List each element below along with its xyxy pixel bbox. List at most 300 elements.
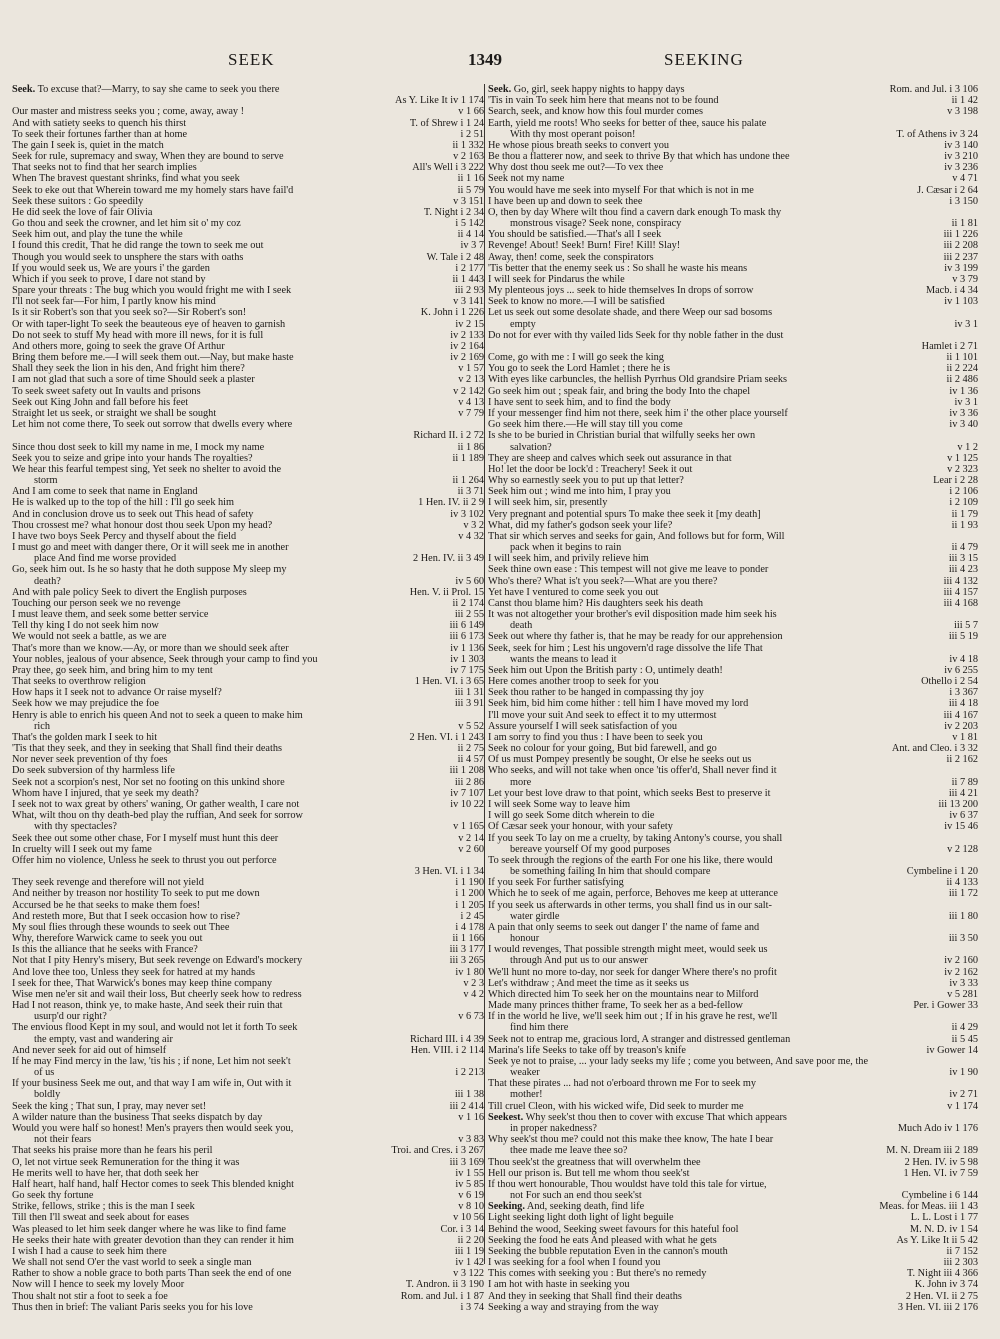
citation-reference: v 2 14 xyxy=(458,832,484,844)
quotation-text xyxy=(12,173,240,184)
citation-reference: iii 4 167 xyxy=(943,709,978,721)
quotation-text xyxy=(488,520,672,531)
quotation-body: through And put us to our answer xyxy=(510,955,648,967)
quotation-body: Seek not to entrap me, gracious lord, A stranger and distressed gentleman xyxy=(488,1033,791,1045)
right-column xyxy=(488,84,978,1313)
citation-reference: iii 2 303 xyxy=(943,1257,978,1269)
quotation-line xyxy=(488,1123,978,1134)
citation-reference: Cor. i 3 14 xyxy=(440,1223,484,1235)
citation-reference: iv 2 203 xyxy=(944,720,978,732)
quotation-body: We'll hunt no more to-day, nor seek for danger Where there's no profit xyxy=(488,966,777,978)
quotation-body: They are sheep and calves which seek out assurance in that xyxy=(488,452,732,464)
quotation-line xyxy=(488,542,978,553)
quotation-line xyxy=(488,307,978,318)
quotation-text xyxy=(12,777,285,788)
quotation-line xyxy=(12,218,484,229)
quotation-line xyxy=(488,263,978,274)
quotation-line xyxy=(488,922,978,933)
quotation-line xyxy=(488,1101,978,1112)
quotation-line xyxy=(12,1302,484,1313)
quotation-text xyxy=(488,698,748,709)
quotation-text xyxy=(12,442,264,453)
quotation-body: Seeking the bubble reputation Even in the cannon's mouth xyxy=(488,1245,728,1257)
quotation-text xyxy=(12,911,240,922)
quotation-body: Do not for ever with thy vailed lids Seek for thy noble father in the dust xyxy=(488,329,784,341)
quotation-text xyxy=(488,665,723,676)
quotation-text xyxy=(488,1257,660,1268)
citation-reference: v 2 163 xyxy=(453,151,484,163)
quotation-text xyxy=(488,252,654,263)
citation-reference: v 3 122 xyxy=(453,1268,484,1280)
quotation-body: To seek sweet safety out In vaults and prisons xyxy=(12,385,201,397)
citation-reference: v 1 16 xyxy=(458,1111,484,1123)
quotation-body: place And find me worse provided xyxy=(34,553,177,565)
quotation-text xyxy=(12,106,244,117)
quotation-body: with thy spectacles? xyxy=(34,821,117,833)
quotation-body: And others more, going to seek the grave Of Arthur xyxy=(12,340,225,352)
quotation-line xyxy=(12,486,484,497)
quotation-line xyxy=(12,1056,484,1067)
quotation-body: Would you were half so honest! Men's prayers then would seek you, xyxy=(12,1122,294,1134)
quotation-body: I found this credit, That he did range the town to seek me out xyxy=(12,240,264,252)
citation-reference: i 3 150 xyxy=(949,195,978,207)
citation-reference: ii 1 16 xyxy=(457,173,484,185)
citation-reference: Hen. V. ii Prol. 15 xyxy=(409,586,484,598)
quotation-text xyxy=(488,274,625,285)
quotation-text xyxy=(488,1201,644,1212)
citation-reference: ii 1 332 xyxy=(452,139,484,151)
quotation-text xyxy=(12,374,255,385)
quotation-line xyxy=(488,721,978,732)
quotation-line xyxy=(488,855,978,866)
quotation-text xyxy=(12,978,272,989)
citation-reference: v 5 281 xyxy=(947,988,978,1000)
quotation-line xyxy=(488,609,978,620)
quotation-line xyxy=(488,1279,978,1290)
quotation-line xyxy=(488,799,978,810)
quotation-text xyxy=(488,810,654,821)
citation-reference: 1 Hen. IV. ii 2 9 xyxy=(418,497,484,509)
quotation-line xyxy=(488,1157,978,1168)
citation-reference: iv 2 71 xyxy=(949,1089,978,1101)
quotation-text xyxy=(488,877,624,888)
quotation-body: To excuse that?—Marry, to say she came to seek you there xyxy=(37,84,280,95)
quotation-text xyxy=(488,196,642,207)
quotation-line xyxy=(488,866,978,877)
quotation-text xyxy=(12,1235,294,1246)
quotation-text xyxy=(488,1291,682,1302)
left-column xyxy=(12,84,484,1313)
left-running-head: SEEK xyxy=(228,50,275,69)
citation-reference: J. Cæsar i 2 64 xyxy=(917,184,978,196)
quotation-line xyxy=(488,631,978,642)
citation-reference: iv 4 18 xyxy=(949,653,978,665)
citation-reference: iv 1 80 xyxy=(455,966,484,978)
quotation-body: Thou seek'st the greatness that will overwhelm thee xyxy=(488,1156,701,1168)
quotation-line xyxy=(488,162,978,173)
quotation-text xyxy=(488,162,663,173)
quotation-body: Seek thine own ease : This tempest will not give me leave to ponder xyxy=(488,564,769,576)
quotation-text xyxy=(12,1123,293,1134)
citation-reference: i 2 45 xyxy=(460,910,484,922)
quotation-body: I am not glad that such a sore of time Should seek a plaster xyxy=(12,374,255,386)
quotation-line xyxy=(12,363,484,374)
quotation-line xyxy=(488,252,978,263)
quotation-line xyxy=(12,95,484,106)
quotation-line xyxy=(488,442,978,453)
quotation-text xyxy=(488,1157,701,1168)
quotation-body: Seeking a way and straying from the way xyxy=(488,1301,659,1313)
quotation-line xyxy=(488,911,978,922)
quotation-line xyxy=(12,1034,484,1045)
quotation-line xyxy=(12,419,484,430)
quotation-line xyxy=(488,1034,978,1045)
quotation-body: Which directed him To seek her on the mountains near to Milford xyxy=(488,988,759,1000)
citation-reference: Hamlet i 2 71 xyxy=(921,340,978,352)
citation-reference: iii 4 132 xyxy=(943,575,978,587)
quotation-body: Seek ye not to praise, ... your lady seeks my life ; come you between, And save poor me, the xyxy=(488,1055,869,1067)
quotation-line xyxy=(12,944,484,955)
citation-reference: ii 1 93 xyxy=(951,519,978,531)
quotation-body: Seek how we may prejudice the foe xyxy=(12,698,159,710)
quotation-text xyxy=(510,1190,642,1201)
quotation-text xyxy=(12,386,201,397)
quotation-text xyxy=(488,151,790,162)
quotation-text xyxy=(488,285,753,296)
quotation-line xyxy=(12,631,484,642)
quotation-text xyxy=(488,173,564,184)
quotation-text xyxy=(12,1112,262,1123)
quotation-text xyxy=(12,710,303,721)
citation-reference: Rom. and Jul. i 1 87 xyxy=(400,1290,484,1302)
quotation-text xyxy=(12,877,204,888)
citation-reference: ii 2 224 xyxy=(946,363,978,375)
citation-reference: v 4 13 xyxy=(458,396,484,408)
quotation-text xyxy=(488,118,766,129)
citation-reference: Much Ado iv 1 176 xyxy=(897,1122,978,1134)
quotation-body: salvation? xyxy=(510,441,552,453)
citation-reference: iii 6 173 xyxy=(449,631,484,643)
citation-reference: iii 5 7 xyxy=(953,620,978,632)
citation-reference: W. Tale i 2 48 xyxy=(426,251,484,263)
quotation-line xyxy=(488,1022,978,1033)
quotation-body: Is she to be buried in Christian burial that wilfully seeks her own xyxy=(488,430,756,442)
quotation-body: If you seek To lay on me a cruelty, by taking Antony's course, you shall xyxy=(488,832,783,844)
quotation-line xyxy=(488,1056,978,1067)
quotation-body: bereave yourself Of my good purposes xyxy=(510,843,670,855)
quotation-text xyxy=(12,1190,94,1201)
citation-reference: ii 1 86 xyxy=(457,441,484,453)
quotation-text xyxy=(488,486,671,497)
quotation-text xyxy=(488,598,703,609)
quotation-body: Canst thou blame him? His daughters seek his death xyxy=(488,597,704,609)
right-running-head: SEEKING xyxy=(664,50,744,69)
citation-reference: v 1 66 xyxy=(458,106,484,118)
quotation-text xyxy=(510,319,536,330)
citation-reference: i 3 74 xyxy=(460,1301,484,1313)
citation-reference: ii 1 81 xyxy=(951,218,978,230)
quotation-text xyxy=(488,386,750,397)
quotation-line xyxy=(12,129,484,140)
quotation-text xyxy=(488,1235,717,1246)
quotation-line xyxy=(488,509,978,520)
quotation-body: This comes with seeking you : But there's no remedy xyxy=(488,1268,707,1280)
quotation-text xyxy=(488,989,758,1000)
quotation-body: He merits well to have her, that doth seek her xyxy=(12,1167,199,1179)
quotation-text xyxy=(488,609,777,620)
quotation-line xyxy=(12,1291,484,1302)
quotation-text xyxy=(12,497,234,508)
quotation-line xyxy=(12,162,484,173)
quotation-text xyxy=(488,1168,689,1179)
quotation-body: boldly xyxy=(34,1089,61,1101)
quotation-line xyxy=(488,129,978,140)
citation-reference: ii 2 162 xyxy=(946,754,978,766)
quotation-line xyxy=(12,185,484,196)
quotation-line xyxy=(488,106,978,117)
quotation-text xyxy=(12,520,272,531)
quotation-text xyxy=(12,319,285,330)
quotation-body: Or with taper-light To seek the beauteous eye of heaven to garnish xyxy=(12,318,286,330)
quotation-body: I must go and meet with danger there, Or it will seek me in another xyxy=(12,542,289,554)
quotation-body: Not that I pity Henry's misery, But seek revenge on Edward's mockery xyxy=(12,955,303,967)
quotation-body: The gain I seek is, quiet in the match xyxy=(12,139,164,151)
quotation-line xyxy=(488,1134,978,1145)
quotation-line xyxy=(12,151,484,162)
quotation-body: Thou shalt not stir a foot to seek a foe xyxy=(12,1290,168,1302)
quotation-text xyxy=(488,888,778,899)
quotation-line xyxy=(488,229,978,240)
quotation-text xyxy=(12,1168,199,1179)
quotation-line xyxy=(488,151,978,162)
quotation-line xyxy=(12,855,484,866)
citation-reference: Lear i 2 28 xyxy=(933,475,978,487)
quotation-text xyxy=(510,654,617,665)
quotation-body: To seek through the regions of the earth For one his like, there would xyxy=(488,854,773,866)
citation-reference: iv 3 1 xyxy=(954,396,978,408)
quotation-text xyxy=(12,1302,253,1313)
quotation-text xyxy=(488,687,704,698)
quotation-text xyxy=(12,274,206,285)
quotation-line xyxy=(12,263,484,274)
quotation-line xyxy=(488,698,978,709)
citation-reference: ii 5 79 xyxy=(457,184,484,196)
quotation-body: Seek, seek for him ; Lest his ungovern'd rage dissolve the life That xyxy=(488,642,763,654)
quotation-text xyxy=(34,1134,91,1145)
quotation-body: Our master and mistress seeks you ; come, away, away ! xyxy=(12,106,245,118)
quotation-line xyxy=(12,542,484,553)
quotation-body: You should be satisfied.—That's all I seek xyxy=(488,229,662,241)
quotation-text xyxy=(12,509,253,520)
quotation-text xyxy=(34,1089,60,1100)
quotation-body: He whose pious breath seeks to convert you xyxy=(488,139,670,151)
citation-reference: iii 2 55 xyxy=(454,609,484,621)
citation-reference: v 4 71 xyxy=(952,173,978,185)
quotation-body: Who's there? What is't you seek?—What are you there? xyxy=(488,575,718,587)
citation-reference: iv 1 55 xyxy=(455,1167,484,1179)
quotation-line xyxy=(12,475,484,486)
quotation-body: And love thee too, Unless they seek for hatred at my hands xyxy=(12,966,256,978)
quotation-body: Wise men ne'er sit and wail their loss, But cheerly seek how to redress xyxy=(12,988,302,1000)
quotation-body: Go thou and seek the crowner, and let him sit o' my coz xyxy=(12,218,241,230)
quotation-line xyxy=(488,185,978,196)
quotation-text xyxy=(488,1134,773,1145)
citation-reference: iv 1 103 xyxy=(944,296,978,308)
quotation-body: If in the world he live, we'll seek him out ; If in his grave he rest, we'll xyxy=(488,1011,778,1023)
quotation-body: I have sent to seek him, and to find the body xyxy=(488,396,671,408)
quotation-body: My soul flies through these wounds to seek out Thee xyxy=(12,921,230,933)
citation-reference: iii 1 38 xyxy=(454,1089,484,1101)
quotation-text xyxy=(510,1123,597,1134)
quotation-text xyxy=(12,341,225,352)
quotation-text xyxy=(488,408,788,419)
quotation-text xyxy=(12,1145,212,1156)
citation-reference: ii 4 79 xyxy=(951,542,978,554)
quotation-line xyxy=(488,531,978,542)
quotation-body: Touching our person seek we no revenge xyxy=(12,597,181,609)
quotation-text xyxy=(34,721,50,732)
quotation-text xyxy=(488,430,755,441)
quotation-body: And neither by treason nor hostility To seek to put me down xyxy=(12,888,260,900)
quotation-text xyxy=(12,955,302,966)
citation-reference: ii 2 486 xyxy=(946,374,978,386)
quotation-body: Seek you to seize and gripe into your hands The royalties? xyxy=(12,452,253,464)
quotation-text xyxy=(488,587,659,598)
quotation-text xyxy=(12,1179,294,1190)
citation-reference: i 4 178 xyxy=(455,921,484,933)
citation-reference: ii 1 166 xyxy=(452,933,484,945)
quotation-line xyxy=(488,95,978,106)
citation-reference: v 4 32 xyxy=(458,530,484,542)
quotation-line xyxy=(12,307,484,318)
quotation-body: Made many princes thither frame, To seek her as a bed-fellow xyxy=(488,1000,743,1012)
quotation-body: Bring them before me.—I will seek them out.—Nay, but make haste xyxy=(12,352,294,364)
citation-reference: v 3 2 xyxy=(463,519,484,531)
quotation-line xyxy=(488,1201,978,1212)
quotation-text xyxy=(510,866,710,877)
quotation-text xyxy=(488,553,649,564)
quotation-body: That sir which serves and seeks for gain, And follows but for form, Will xyxy=(488,530,785,542)
quotation-text xyxy=(488,788,771,799)
quotation-text xyxy=(12,162,197,173)
quotation-line xyxy=(488,844,978,855)
quotation-body: Why seek'st thou then to cover with excuse That which appears xyxy=(525,1111,787,1123)
quotation-text xyxy=(488,84,684,95)
quotation-body: If your messenger find him not there, seek him i' the other place yourself xyxy=(488,407,788,419)
quotation-line xyxy=(488,1089,978,1100)
quotation-line xyxy=(12,1045,484,1056)
quotation-text xyxy=(12,765,175,776)
quotation-line xyxy=(488,553,978,564)
quotation-text xyxy=(12,84,280,95)
quotation-body: Let him not come there, To seek out sorrow that dwells every where xyxy=(12,419,293,431)
quotation-text xyxy=(12,732,157,743)
quotation-text xyxy=(488,855,773,866)
citation-reference: Cymbeline i 6 144 xyxy=(901,1190,978,1202)
quotation-body: My plenteous joys ... seek to hide themselves In drops of sorrow xyxy=(488,285,754,297)
quotation-text xyxy=(488,743,717,754)
quotation-body: Go, seek him out. Is he so hasty that he doth suppose My sleep my xyxy=(12,564,287,576)
quotation-line xyxy=(488,274,978,285)
quotation-line xyxy=(488,620,978,631)
citation-reference: ii 3 71 xyxy=(457,486,484,498)
citation-reference: 3 Hen. VI. i 1 34 xyxy=(414,866,484,878)
quotation-text xyxy=(12,1157,239,1168)
quotation-text xyxy=(488,732,703,743)
quotation-body: Do not seek to stuff My head with more ill news, for it is full xyxy=(12,329,264,341)
citation-reference: ii 4 57 xyxy=(457,754,484,766)
quotation-line xyxy=(12,900,484,911)
quotation-body: He is walked up to the top of the hill : I'll go seek him xyxy=(12,497,235,509)
quotation-text xyxy=(510,844,670,855)
quotation-line xyxy=(12,1067,484,1078)
quotation-line xyxy=(488,989,978,1000)
quotation-body: death? xyxy=(34,575,61,587)
quotation-text xyxy=(488,922,759,933)
quotation-text xyxy=(488,676,659,687)
quotation-line xyxy=(488,363,978,374)
quotation-text xyxy=(488,106,703,117)
quotation-body: Behind the wood, Seeking sweet favours for this hateful fool xyxy=(488,1223,739,1235)
citation-reference: Per. i Gower 33 xyxy=(913,1000,978,1012)
quotation-body: A pain that only seems to seek out danger I' the name of fame and xyxy=(488,921,760,933)
quotation-body: He did seek the love of fair Olivia xyxy=(12,206,153,218)
citation-reference: iii 2 208 xyxy=(943,240,978,252)
quotation-text xyxy=(12,989,302,1000)
quotation-line xyxy=(488,1291,978,1302)
citation-reference: iv 7 107 xyxy=(450,787,484,799)
quotation-line xyxy=(488,240,978,251)
quotation-body: Seek to know no more.—I will be satisfied xyxy=(488,296,665,308)
quotation-text xyxy=(488,95,719,106)
quotation-text xyxy=(12,587,247,598)
quotation-text xyxy=(488,564,768,575)
citation-reference: ii 1 101 xyxy=(946,352,978,364)
quotation-body: Seek for rule, supremacy and sway, When they are bound to serve xyxy=(12,151,284,163)
quotation-body: And in conclusion drove us to seek out This head of safety xyxy=(12,508,254,520)
citation-reference: v 2 3 xyxy=(463,977,484,989)
citation-reference: ii 4 14 xyxy=(457,229,484,241)
quotation-body: Marina's life Seeks to take off by treason's knife xyxy=(488,1044,686,1056)
quotation-line xyxy=(488,687,978,698)
quotation-body: They seek revenge and therefore will not yield xyxy=(12,877,204,889)
citation-reference: T. Night iii 4 366 xyxy=(906,1268,978,1280)
quotation-body: With eyes like carbuncles, the hellish Pyrrhus Old grandsire Priam seeks xyxy=(488,374,787,386)
quotation-text xyxy=(488,944,768,955)
quotation-body: Go, girl, seek happy nights to happy days xyxy=(513,84,685,95)
quotation-line xyxy=(12,386,484,397)
quotation-body: If he may Find mercy in the law, 'tis his ; if none, Let him not seek't xyxy=(12,1055,291,1067)
quotation-text xyxy=(510,129,635,140)
citation-reference: ii 7 89 xyxy=(951,776,978,788)
quotation-body: And with pale policy Seek to divert the English purposes xyxy=(12,586,247,598)
quotation-body: With thy most operant poison! xyxy=(510,128,636,140)
quotation-line xyxy=(488,978,978,989)
quotation-text xyxy=(488,721,677,732)
quotation-line xyxy=(12,1000,484,1011)
quotation-text xyxy=(12,196,143,207)
page-number: 1349 xyxy=(468,50,502,69)
quotation-body: Spare your threats : The bug which you would fright me with I seek xyxy=(12,285,292,297)
quotation-body: Assure yourself I will seek satisfaction of you xyxy=(488,720,678,732)
citation-reference: iv 3 40 xyxy=(949,419,978,431)
headword: Seek. xyxy=(488,84,512,95)
quotation-line xyxy=(12,430,484,441)
quotation-body: That seeks not to find that her search implies xyxy=(12,162,197,174)
citation-reference: v 2 128 xyxy=(947,843,978,855)
citation-reference: iv 10 22 xyxy=(450,799,484,810)
quotation-line xyxy=(12,821,484,832)
